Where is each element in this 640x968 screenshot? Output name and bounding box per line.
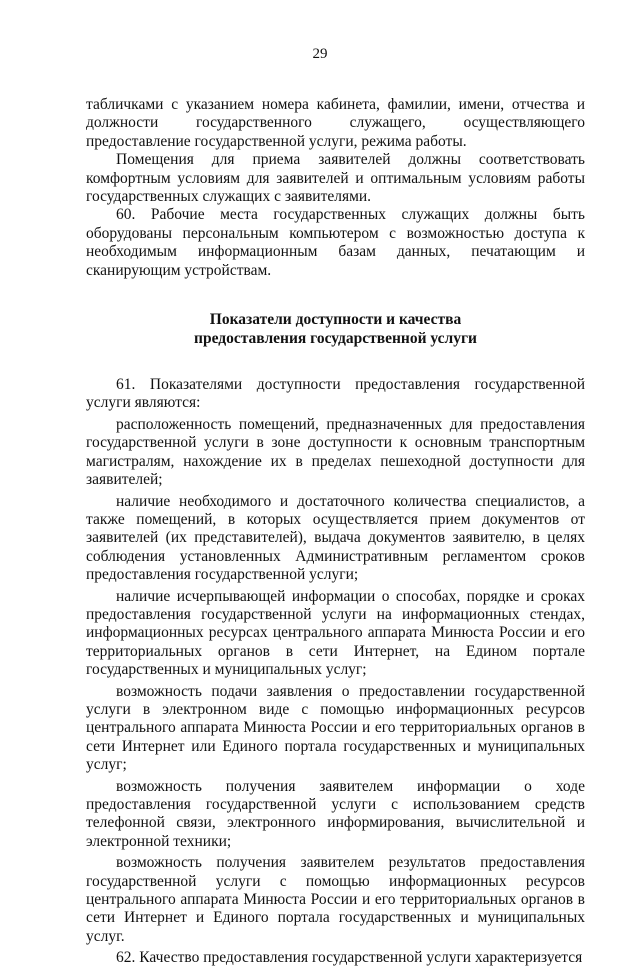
paragraph: 60. Рабочие места государственных служащих должны быть оборудованы персональным компьютером с возможностью доступа к необходимым информационным базам данных, печатающим и сканирующим устройствам.	[86, 206, 585, 279]
section-heading	[86, 310, 585, 348]
list-item: возможность получения заявителем информации о ходе предоставления государственной услуги с использованием средств телефонной связи, электронного информирования, вычислительной и электронной техники;	[86, 777, 585, 850]
paragraph: табличками с указанием номера кабинета, фамилии, имени, отчества и должности государственного служащего, осуществляющего предоставление государственной услуги, режима работы.	[86, 96, 585, 150]
list-item: возможность подачи заявления о предоставлении государственной услуги в электронном виде с помощью информационных ресурсов центрального аппарата Минюста России и его территориальных органов в сети Интернет или Единого портала государственных и муниципальных услуг;	[86, 682, 585, 774]
section-heading-line: предоставления государственной услуги	[194, 330, 477, 348]
section-heading-line: Показатели доступности и качества	[209, 311, 462, 329]
paragraph: 61. Показателями доступности предоставления государственной услуги являются:	[86, 376, 585, 412]
list-item: наличие исчерпывающей информации о способах, порядке и сроках предоставления государственной услуги на информационных стендах, информационных ресурсах центрального аппарата Минюста России и его территориальных органов в сети Интернет, на Едином портале государственных и муниципальных услуг;	[86, 587, 585, 679]
paragraph: Помещения для приема заявителей должны соответствовать комфортным условиям для заявителей и оптимальным условиям работы государственных служащих с заявителями.	[86, 151, 585, 206]
list-item: возможность получения заявителем результатов предоставления государственной услуги с помощью информационных ресурсов центрального аппарата Минюста России и его территориальных органов в сети Интернет и Единого портала государственных и муниципальных услуг.	[86, 854, 585, 945]
paragraph: 62. Качество предоставления государственной услуги характеризуется	[116, 949, 583, 967]
list-item: наличие необходимого и достаточного количества специалистов, а также помещений, в которых осуществляется прием документов от заявителей (их представителей), выдача документов заявителю, в целях соблюдения установленных Административным регламентом сроков предоставления государственной услуги;	[86, 492, 585, 584]
page-number: 29	[312, 46, 328, 62]
list-item: расположенность помещений, предназначенных для предоставления государственной услуги в зоне доступности к основным транспортным магистралям, нахождение их в пределах пешеходной доступности для заявителей;	[86, 415, 585, 489]
document-body	[86, 96, 585, 968]
